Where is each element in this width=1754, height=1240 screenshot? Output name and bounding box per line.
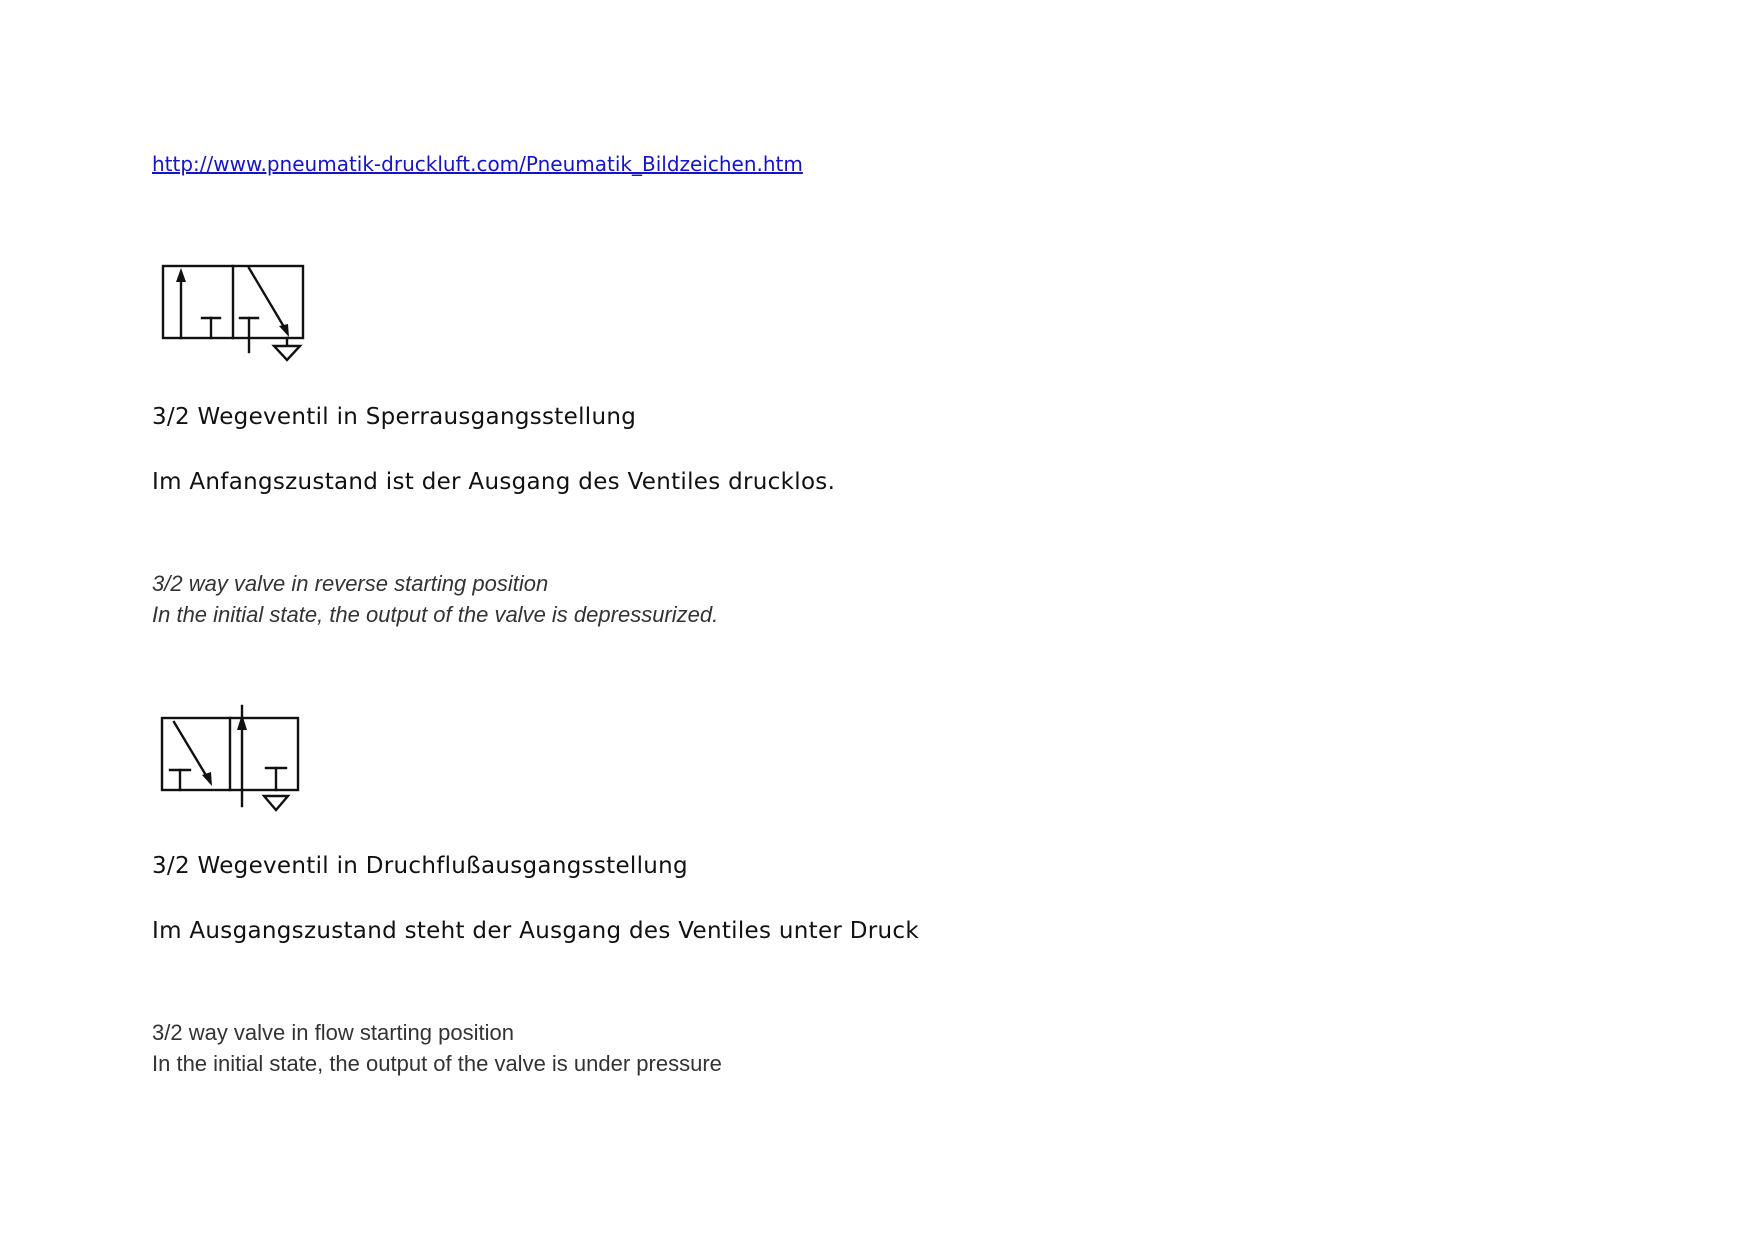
valve-3-2-closed-symbol-icon (152, 256, 312, 370)
section-1-english-text (152, 568, 718, 630)
source-link[interactable]: http://www.pneumatik-druckluft.com/Pneumatik_Bildzeichen.htm (152, 152, 803, 176)
section-2-description-en: In the initial state, the output of the valve is under pressure (152, 1051, 722, 1076)
section-2-english-text (152, 1017, 722, 1079)
section-2-description-de: Im Ausgangszustand steht der Ausgang des Ventiles unter Druck (152, 918, 919, 944)
valve-3-2-open-symbol-icon (152, 704, 312, 818)
section-2-heading: 3/2 Wegeventil in Druchflußausgangsstellung (152, 853, 688, 879)
section-1-description-en: In the initial state, the output of the valve is depressurized. (152, 602, 719, 627)
section-2-title-en: 3/2 way valve in flow starting position (152, 1020, 514, 1045)
section-1-title-en: 3/2 way valve in reverse starting position (152, 571, 549, 596)
section-1-heading: 3/2 Wegeventil in Sperrausgangsstellung (152, 404, 637, 430)
section-1-description-de: Im Anfangszustand ist der Ausgang des Ventiles drucklos. (152, 469, 836, 495)
